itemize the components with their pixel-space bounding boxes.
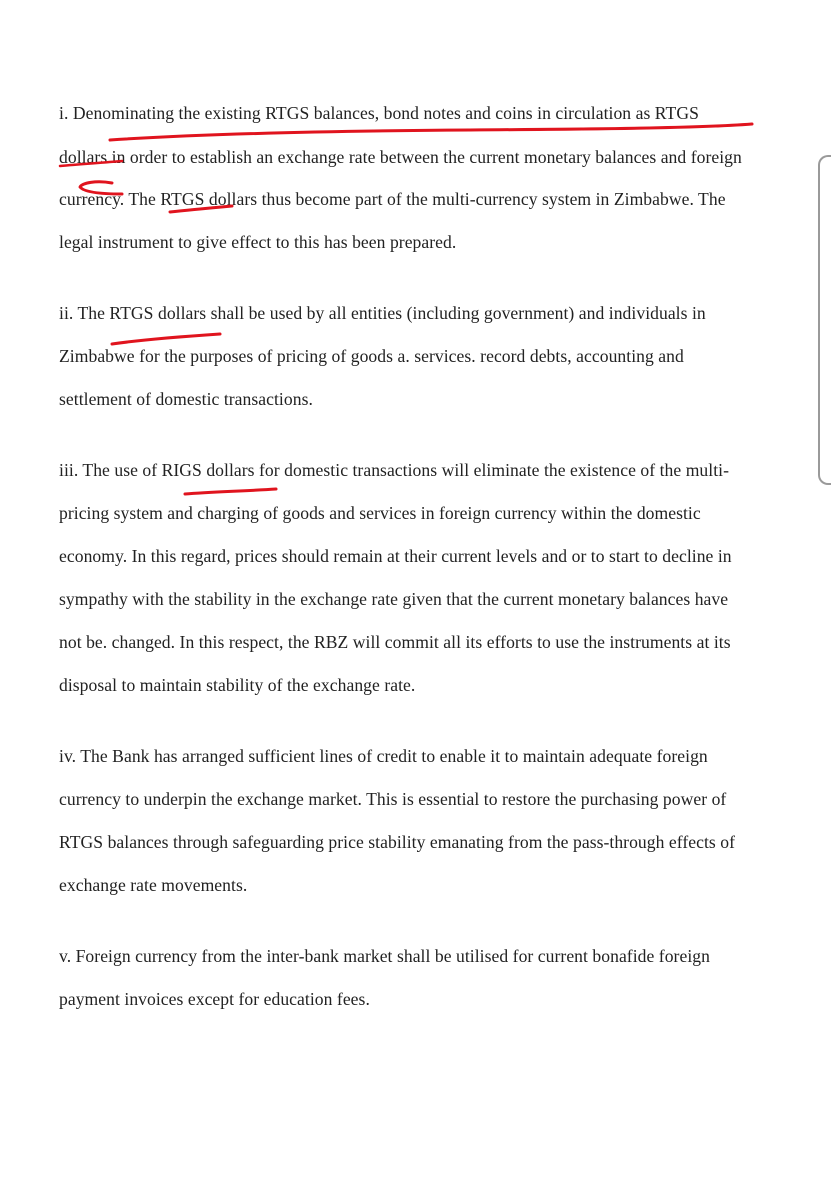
annotation-underline-rigs-dollars [185,489,276,494]
paragraph-v-line-1: v. Foreign currency from the inter-bank market shall be utilised for current bonafide foreign [59,946,710,966]
annotation-underline-rtgs-balances [110,124,752,140]
paragraph-iii-line-1: iii. The use of RIGS dollars for domestic transactions will eliminate the existence of the multi- [59,460,730,480]
paragraph-iv-line-2: currency to underpin the exchange market. This is essential to restore the purchasing power of [59,789,727,809]
paragraph-iii-line-5: not be. changed. In this respect, the RBZ will commit all its efforts to use the instruments at its [59,632,731,652]
paragraph-i-line-3: currency. The RTGS dollars thus become part of the multi-currency system in Zimbabwe. The [59,189,726,209]
paragraph-iii-line-3: economy. In this regard, prices should remain at their current levels and or to start to decline in [59,546,732,566]
scroll-indicator[interactable] [818,155,831,485]
annotation-underline-zimbabwe [112,334,220,344]
paragraph-iii-line-2: pricing system and charging of goods and services in foreign currency within the domestic [59,503,701,523]
paragraph-iii-line-4: sympathy with the stability in the exchange rate given that the current monetary balances have [59,589,729,609]
paragraph-i-line-1: i. Denominating the existing RTGS balances, bond notes and coins in circulation as RTGS [59,103,699,123]
paragraph-iv-line-3: RTGS balances through safeguarding price stability emanating from the pass-through effects of [59,832,736,852]
paragraph-iv-line-4: exchange rate movements. [59,875,248,895]
paragraph-ii-line-2: Zimbabwe for the purposes of pricing of goods a. services. record debts, accounting and [59,346,684,366]
paragraph-i-line-2: dollars in order to establish an exchange rate between the current monetary balances and foreign [59,147,742,167]
paragraph-iii-line-6: disposal to maintain stability of the exchange rate. [59,675,416,695]
paragraph-i-line-4: legal instrument to give effect to this has been prepared. [59,232,457,252]
paragraph-v-line-2: payment invoices except for education fees. [59,989,370,1009]
paragraph-ii-line-3: settlement of domestic transactions. [59,389,313,409]
paragraph-ii-line-1: ii. The RTGS dollars shall be used by all entities (including government) and individuals in [59,303,706,323]
paragraph-iv-line-1: iv. The Bank has arranged sufficient lines of credit to enable it to maintain adequate foreign [59,746,708,766]
